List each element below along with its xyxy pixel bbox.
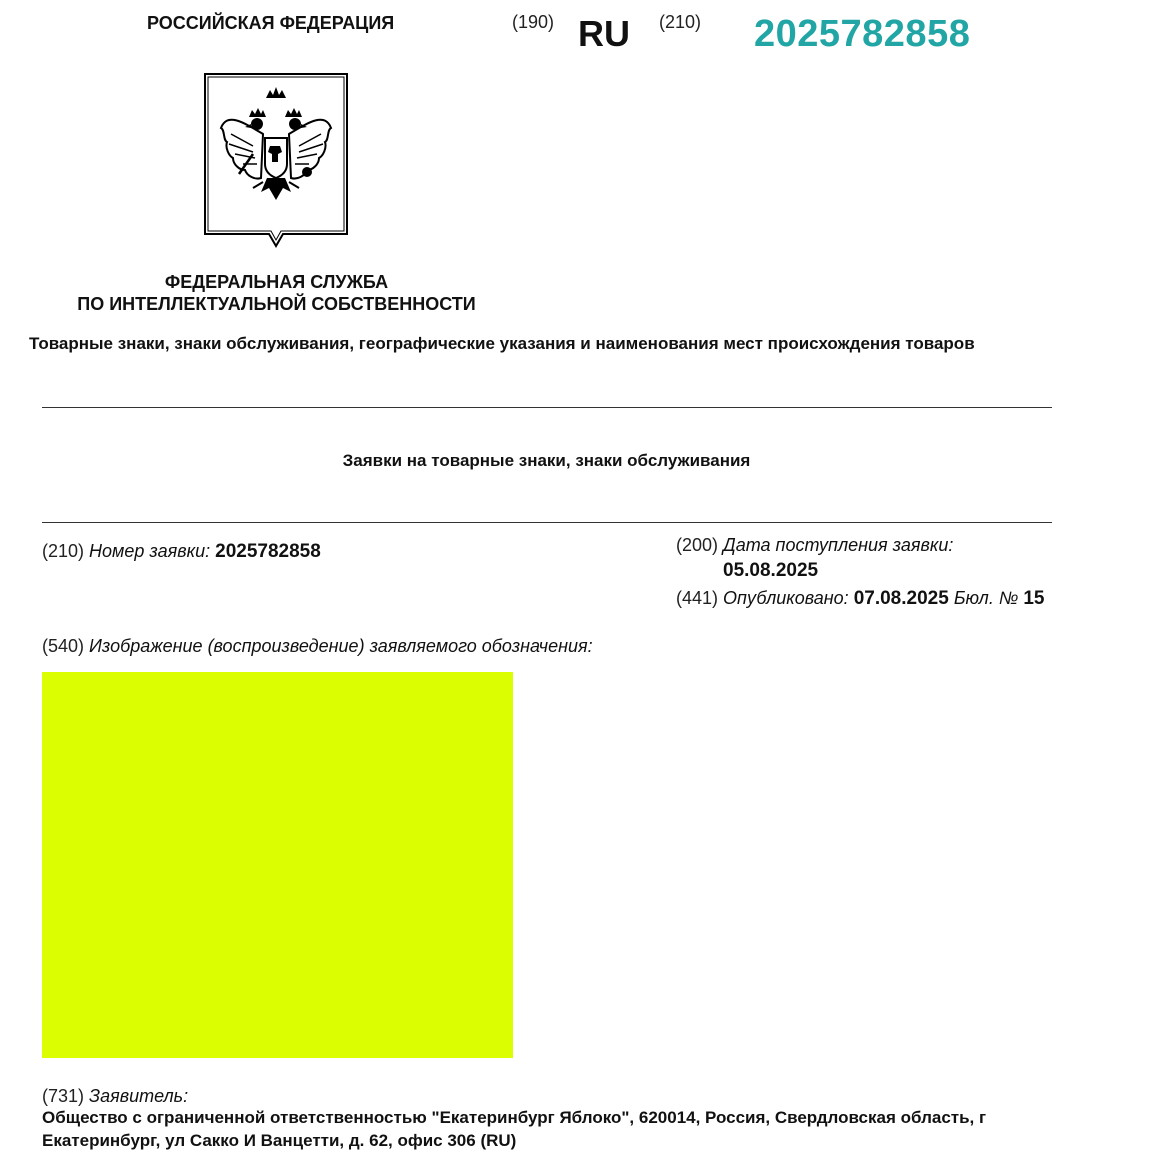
inid-code-210-header: (210) <box>659 12 702 32</box>
applicant-label: Заявитель: <box>89 1086 189 1106</box>
inid-code-441: (441) <box>676 588 719 608</box>
applicant-field <box>42 1086 188 1107</box>
register-category: Товарные знаки, знаки обслуживания, географические указания и наименования мест происхождения товаров <box>29 334 975 353</box>
filing-date-value: 05.08.2025 <box>723 560 819 581</box>
inid-code-190: (190) <box>512 12 555 32</box>
double-headed-eagle-icon <box>203 72 349 250</box>
filing-date-field <box>676 535 953 556</box>
application-number-field <box>42 541 321 563</box>
application-number-value: 2025782858 <box>215 541 321 562</box>
agency-name-line2: ПО ИНТЕЛЛЕКТУАЛЬНОЙ СОБСТВЕННОСТИ <box>77 294 476 314</box>
country-name: РОССИЙСКАЯ ФЕДЕРАЦИЯ <box>147 13 395 33</box>
country-code: RU <box>578 13 630 54</box>
coat-of-arms-emblem <box>203 72 349 255</box>
section-divider <box>42 522 1052 523</box>
bulletin-label: Бюл. № <box>953 588 1019 608</box>
inid-code-731: (731) <box>42 1086 85 1106</box>
section-title: Заявки на товарные знаки, знаки обслуживания <box>342 451 751 470</box>
inid-code-200: (200) <box>676 535 719 555</box>
mark-image-field <box>42 636 593 657</box>
trademark-color-swatch <box>42 672 513 1058</box>
published-date-value: 07.08.2025 <box>853 588 949 609</box>
applicant-line2: Екатеринбург, ул Сакко И Ванцетти, д. 62, офис 306 (RU) <box>42 1131 517 1150</box>
top-divider <box>42 407 1052 408</box>
mark-image-label: Изображение (воспроизведение) заявляемого обозначения: <box>89 636 593 656</box>
agency-name-line1: ФЕДЕРАЛЬНАЯ СЛУЖБА <box>164 272 389 292</box>
document-number: 2025782858 <box>754 13 971 55</box>
filing-date-label: Дата поступления заявки: <box>723 535 954 555</box>
inid-code-540: (540) <box>42 636 85 656</box>
publication-field <box>676 588 1044 610</box>
inid-code-210: (210) <box>42 541 85 561</box>
application-number-label: Номер заявки: <box>89 541 211 561</box>
bulletin-number-value: 15 <box>1023 588 1045 609</box>
applicant-line1: Общество с ограниченной ответственностью "Екатеринбург Яблоко", 620014, Россия, Свердловская область, г <box>42 1108 987 1127</box>
published-label: Опубликовано: <box>723 588 849 608</box>
